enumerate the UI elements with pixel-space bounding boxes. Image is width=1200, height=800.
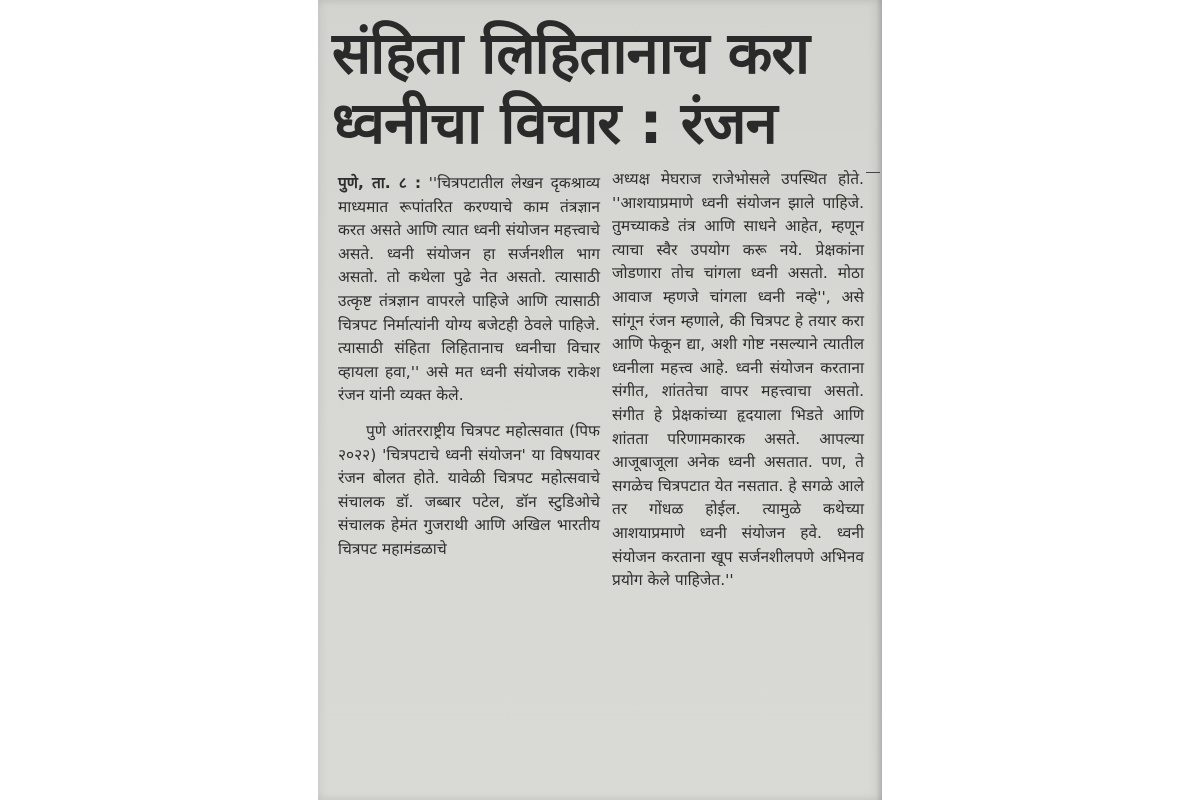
newspaper-clipping <box>318 0 882 800</box>
article-column-right <box>612 168 864 605</box>
headline <box>332 18 852 158</box>
headline-line-1: संहिता लिहितानाच करा <box>332 19 810 87</box>
dateline: पुणे, ता. ८ : <box>338 174 422 192</box>
paragraph-text: ''चित्रपटातील लेखन दृकश्राव्य माध्यमात रूपांतरित करण्याचे काम तंत्रज्ञान करत असते आणि त्यात ध्वनी संयोजन महत्त्वाचे असते. ध्वनी संयोजन हा सर्जनशील भाग असतो. तो कथेला पुढे नेत असतो. त्यासाठी उत्कृष्ट तंत्रज्ञान वापरले पाहिजे आणि त्यासाठी चित्रपट निर्मात्यांनी योग्य बजेटही ठेवले पाहिजे. त्यासाठी संहिता लिहितानाच ध्वनीचा विचार व्हायला हवा,'' असे मत ध्वनी संयोजक राकेश रंजन यांनी व्यक्त केले. <box>338 174 600 405</box>
paper-edge-shadow <box>876 0 882 800</box>
paper-edge-mark <box>866 172 880 173</box>
article-column-left <box>338 172 600 574</box>
headline-line-2: ध्वनीचा विचार : रंजन <box>332 89 777 157</box>
article-paragraph: पुणे आंतरराष्ट्रीय चित्रपट महोत्सवात (पिफ २०२२) 'चित्रपटाचे ध्वनी संयोजन' या विषयावर रंजन बोलत होते. यावेळी चित्रपट महोत्सवाचे संचालक डॉ. जब्बार पटेल, डॉन स्टुडिओचे संचालक हेमंत गुजराथी आणि अखिल भारतीय चित्रपट महामंडळाचे <box>338 421 600 558</box>
article-paragraph: अध्यक्ष मेघराज राजेभोसले उपस्थित होते. ''आशयाप्रमाणे ध्वनी संयोजन झाले पाहिजे. तुमच्याकडे तंत्र आणि साधने आहेत, म्हणून त्याचा स्वैर उपयोग करू नये. प्रेक्षकांना जोडणारा तोच चांगला ध्वनी असतो. मोठा आवाज म्हणजे चांगला ध्वनी नव्हे'', असे सांगून रंजन म्हणाले, की चित्रपट हे तयार करा आणि फेकून द्या, अशी गोष्ट नसल्याने त्यातील ध्वनीला महत्त्व आहे. ध्वनी संयोजन करताना संगीत, शांततेचा वापर महत्त्वाचा असतो. संगीत हे प्रेक्षकांच्या हृदयाला भिडते आणि शांतता परिणामकारक असते. आपल्या आजूबाजूला अनेक ध्वनी असतात. पण, ते सगळेच चित्रपटात येत नसतात. हे सगळे आले तर गोंधळ होईल. त्यामुळे कथेच्या आशयाप्रमाणे ध्वनी संयोजन हवे. ध्वनी संयोजन करताना खूप सर्जनशीलपणे अभिनव प्रयोग केले पाहिजेत.'' <box>612 170 864 590</box>
article-paragraph <box>338 172 600 408</box>
